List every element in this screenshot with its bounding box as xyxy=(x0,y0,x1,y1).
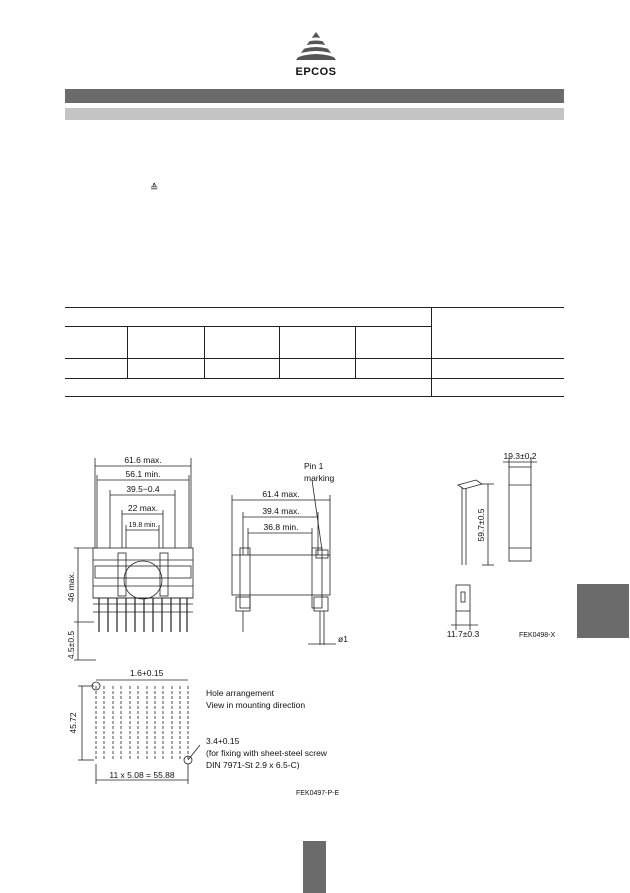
clip-drawing xyxy=(451,457,537,630)
front-dim-pin-length: 4.5±0.5 xyxy=(66,630,76,660)
holes-subtitle: View in mounting direction xyxy=(206,700,306,710)
side-dim-width-max: 39.4 max. xyxy=(262,506,300,516)
holes-fix-hole: 3.4+0.15 xyxy=(206,736,240,746)
clip-dim-height: 59.7±0.5 xyxy=(476,508,486,542)
holes-dim-pitch: 11 x 5.08 = 55.88 xyxy=(109,770,175,780)
clip-figure-id: FEK0498-X xyxy=(519,632,556,639)
front-dim-inner: 39.5−0.4 xyxy=(126,484,160,494)
pin1-label-line2: marking xyxy=(304,473,335,483)
hole-arrangement-drawing xyxy=(78,680,200,784)
holes-note-2: DIN 7971-St 2.9 x 6.5-C) xyxy=(206,760,300,770)
pin1-label: Pin 1 xyxy=(304,461,324,471)
holes-dim-diameter: 1.6+0.15 xyxy=(130,668,164,678)
front-dim-core: 22 max. xyxy=(127,503,159,513)
clip-dim-base: 11.7±0.3 xyxy=(446,629,480,639)
side-dim-width-min: 36.8 min. xyxy=(263,522,299,532)
holes-title: Hole arrangement xyxy=(206,688,275,698)
pin-diameter: ø1 xyxy=(338,634,348,644)
holes-dim-height: 45.72 xyxy=(68,712,78,734)
front-dim-overall: 61.6 max. xyxy=(124,455,162,465)
front-dim-core-inner: 19.8 min. xyxy=(128,522,158,529)
side-dim-overall: 61.4 max. xyxy=(262,489,300,499)
holes-figure-id: FEK0497-P-E xyxy=(296,790,340,797)
front-dim-width-min: 56.1 min. xyxy=(125,469,161,479)
clip-dim-width: 19.3±0.2 xyxy=(503,451,537,461)
front-dim-height: 46 max. xyxy=(66,571,76,603)
holes-note-1: (for fixing with sheet-steel screw xyxy=(206,748,327,758)
side-view-drawing xyxy=(232,480,336,645)
corresponds-symbol: ≙ xyxy=(150,183,159,194)
brand-name: EPCOS xyxy=(295,66,337,78)
